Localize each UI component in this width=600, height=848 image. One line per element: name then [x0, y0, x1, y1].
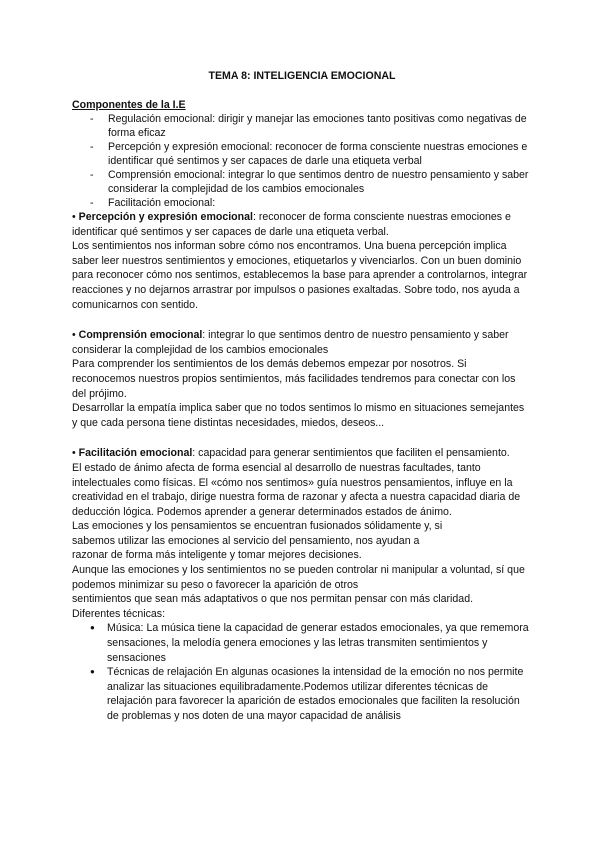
percepcion-term: Percepción y expresión emocional: [78, 211, 253, 223]
comprension-paragraph: Para comprender los sentimientos de los demás debemos empezar por nosotros. Si reconocemos nuestros propios sentimientos, más facilidades tendremos para conectar con los del prójimo.: [72, 358, 516, 400]
facilitacion-paragraph: Aunque las emociones y los sentimientos no se pueden controlar ni manipular a voluntad, sí que podemos minimizar su peso o favorecer la aparición de otros: [72, 564, 525, 591]
facilitacion-line: razonar de forma más inteligente y tomar mejores decisiones.: [72, 549, 362, 562]
facilitacion-term: Facilitación emocional: [78, 447, 193, 460]
percepcion-definition: : reconocer de forma consciente nuestras emociones e identificar qué sentimos y ser capaces de darle una etiqueta verbal.: [72, 211, 511, 238]
components-section: [72, 98, 532, 210]
facilitacion-paragraph: El estado de ánimo afecta de forma esencial al desarrollo de nuestras facultades, tanto intelectuales como físicas. El «cómo nos sentimos» guía nuestros pensamientos, influye en la creatividad en el trabajo, dirige nuestra forma de razonar y afecta a nuestra capacidad diaria de deducción lógica. Podemos aprender a generar determinados estados de ánimo.: [72, 461, 521, 518]
comprension-intro: [72, 328, 532, 357]
components-list: [72, 112, 532, 210]
percepcion-section: [72, 210, 532, 312]
list-item: - Comprensión emocional: integrar lo que sentimos dentro de nuestro pensamiento y saber considerar la complejidad de los cambios emocionales: [90, 168, 532, 196]
comprension-paragraph: Desarrollar la empatía implica saber que no todos sentimos lo mismo en situaciones semejantes y que cada persona tiene distintas necesidades, miedos, deseos...: [72, 402, 525, 429]
facilitacion-line: Las emociones y los pensamientos se encuentran fusionados sólidamente y, si: [72, 520, 443, 533]
facilitacion-definition: : capacidad para generar sentimientos que faciliten el pensamiento.: [192, 447, 510, 460]
document-page: [72, 70, 532, 724]
percepcion-text: Los sentimientos nos informan sobre cómo nos encontramos. Una buena percepción implica saber leer nuestros sentimientos y emociones, etiquetarlos y vivenciarlos. Con un buen dominio para reconocer cómo nos sentimos, establecemos la base para aprender a controlarnos, integrar reacciones y no dejarnos arrastrar por impulsos o pasiones exaltadas. Sobre todo, nos ayuda a comunicarnos con sentido.: [72, 240, 528, 311]
comprension-section: [72, 328, 532, 430]
techniques-label: Diferentes técnicas:: [72, 607, 166, 620]
facilitacion-line: sabemos utilizar las emociones al servicio del pensamiento, nos ayudan a: [72, 534, 420, 547]
list-item: ● Técnicas de relajación En algunas ocasiones la intensidad de la emoción no nos permite analizar las situaciones equilibradamente.Podemos utilizar diferentes técnicas de relajación para favorecer la aparición de estados emocionales que faciliten la resolución de problemas y nos doten de una mayor capacidad de análisis: [88, 665, 532, 723]
list-item: - Regulación emocional: dirigir y manejar las emociones tanto positivas como negativas de forma eficaz: [90, 112, 532, 140]
bullet: •: [72, 329, 76, 342]
comprension-term: Comprensión emocional: [78, 329, 203, 342]
list-item: ● Música: La música tiene la capacidad de generar estados emocionales, ya que rememora sensaciones, la melodía genera emociones y las letras transmiten sentimientos y sensaciones: [88, 621, 532, 665]
comprension-definition: : integrar lo que sentimos dentro de nuestro pensamiento y saber considerar la complejidad de los cambios emocionales: [72, 329, 509, 356]
page-title: TEMA 8: INTELIGENCIA EMOCIONAL: [208, 70, 396, 82]
percepcion-intro: [72, 210, 532, 239]
techniques-list: [72, 621, 532, 723]
facilitacion-intro: [72, 446, 532, 461]
list-item: - Percepción y expresión emocional: reconocer de forma consciente nuestras emociones e identificar qué sentimos y ser capaces de darle una etiqueta verbal: [90, 140, 532, 168]
facilitacion-line: sentimientos que sean más adaptativos o que nos permitan pensar con más claridad.: [72, 593, 474, 606]
facilitacion-section: [72, 446, 532, 723]
bullet: •: [72, 447, 76, 460]
components-heading: Componentes de la I.E: [72, 99, 186, 111]
list-item: - Facilitación emocional:: [90, 196, 532, 210]
bullet: •: [72, 211, 76, 223]
